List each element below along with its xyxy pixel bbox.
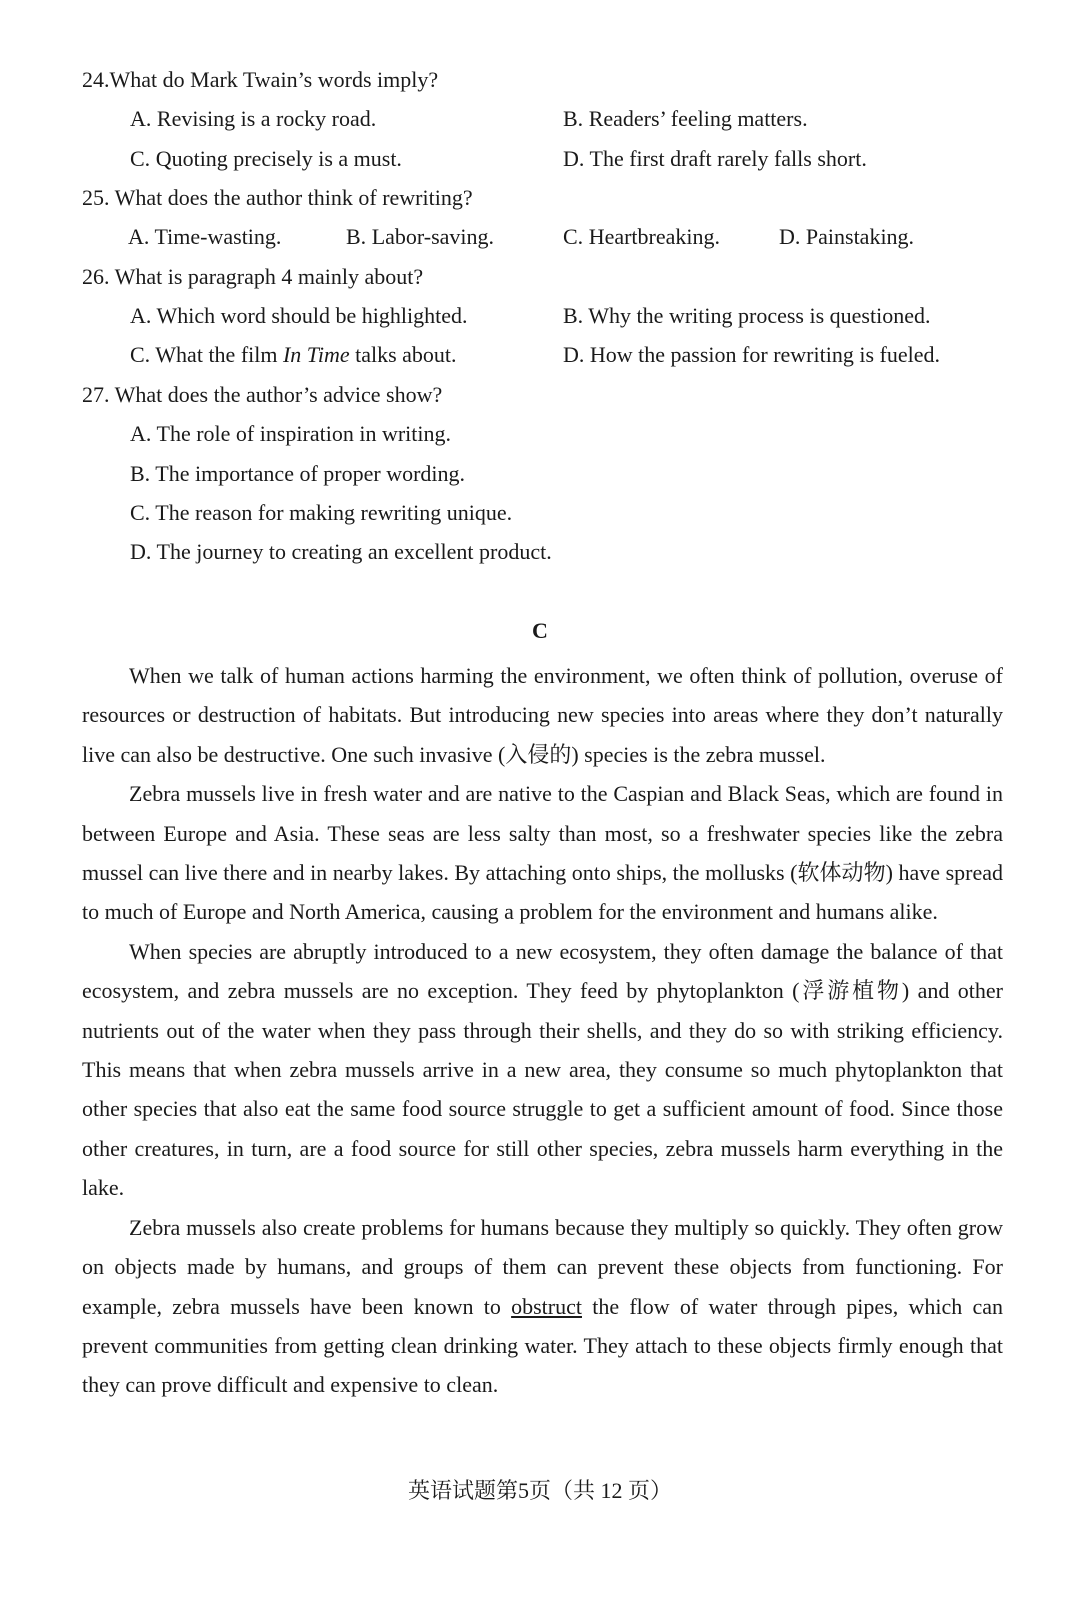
question-27-option-b: [130, 460, 465, 488]
question-27-stem: [82, 381, 442, 409]
question-27-option-a: [130, 420, 451, 448]
option-letter: C.: [130, 342, 151, 367]
question-number: 24.: [82, 67, 110, 92]
option-text: What the film: [155, 342, 283, 367]
passage-paragraph-2: Zebra mussels live in fresh water and are native to the Caspian and Black Seas, which are found in between Europe and Asia. These seas are less salty than most, so a freshwater species like the zebra mussel can live there and in nearby lakes. By attaching onto ships, the mollusks (软体动物) have spread to much of Europe and North America, causing a problem for the environment and humans alike.: [82, 781, 1003, 925]
option-letter: A.: [128, 224, 150, 249]
question-text: What does the author think of rewriting?: [114, 185, 473, 210]
page-footer: 英语试题第5页（共 12 页）: [407, 1478, 672, 1503]
question-25-option-c: [563, 223, 720, 251]
passage-paragraph-1: When we talk of human actions harming the environment, we often think of pollution, overuse of resources or destruction of habitats. But introducing new species into areas where they don’t naturally live can also be destructive. One such invasive (入侵的) species is the zebra mussel.: [82, 663, 1003, 767]
option-letter: B.: [130, 461, 151, 486]
question-25-option-a: [128, 223, 281, 251]
option-text: Heartbreaking.: [588, 224, 721, 249]
option-text: Which word should be highlighted.: [156, 303, 468, 328]
option-text: Labor-saving.: [371, 224, 495, 249]
option-text: Painstaking.: [805, 224, 915, 249]
underlined-word: obstruct: [511, 1293, 582, 1319]
question-text: What do Mark Twain’s words imply?: [109, 67, 439, 92]
film-title: In Time: [282, 342, 350, 367]
option-letter: B.: [563, 303, 584, 328]
option-text: Revising is a rocky road.: [156, 106, 377, 131]
option-text: The importance of proper wording.: [155, 461, 466, 486]
option-letter: D.: [563, 342, 585, 367]
option-letter: C.: [130, 500, 151, 525]
option-letter: D.: [130, 539, 152, 564]
option-text: talks about.: [349, 342, 457, 367]
option-letter: B.: [346, 224, 367, 249]
paragraph-text: the flow of water through pipes, which can prevent communities from getting clean drinking water. They attach to these objects firmly enough that they can prove difficult and expensive to clean.: [82, 1293, 1003, 1398]
option-letter: C.: [130, 146, 151, 171]
option-letter: A.: [130, 106, 152, 131]
question-25-option-b: [346, 223, 494, 251]
option-text: The journey to creating an excellent product.: [156, 539, 552, 564]
question-number: 25.: [82, 185, 110, 210]
question-27-option-c: [130, 499, 512, 527]
option-text: The reason for making rewriting unique.: [155, 500, 513, 525]
question-number: 27.: [82, 382, 110, 407]
question-24-option-b: [563, 105, 808, 133]
question-24-option-c: [130, 145, 402, 173]
option-letter: A.: [130, 421, 152, 446]
question-text: What is paragraph 4 mainly about?: [114, 264, 424, 289]
option-letter: D.: [779, 224, 801, 249]
passage-paragraph-3: When species are abruptly introduced to a new ecosystem, they often damage the balance of that ecosystem, and zebra mussels are no exception. They feed by phytoplankton (浮游植物) and other nutrients out of the water when they pass through their shells, and they do so with striking efficiency. This means that when zebra mussels arrive in a new area, they consume so much phytoplankton that other species that also eat the same food source struggle to get a sufficient amount of food. Since those other creatures, in turn, are a food source for still other species, zebra mussels harm everything in the lake.: [82, 938, 1003, 1201]
option-text: Time-wasting.: [154, 224, 282, 249]
option-text: The role of inspiration in writing.: [156, 421, 451, 446]
paragraph-text: Zebra mussels also create problems for humans because they multiply so quickly. They often grow on objects made by humans, and groups of them can prevent these objects from functioning. For example, zebra mussels have been known to: [82, 1214, 1003, 1319]
question-27-option-d: [130, 538, 552, 566]
option-text: Why the writing process is questioned.: [588, 303, 931, 328]
option-letter: A.: [130, 303, 152, 328]
option-letter: D.: [563, 146, 585, 171]
option-text: The first draft rarely falls short.: [589, 146, 867, 171]
question-25-option-d: [779, 223, 914, 251]
question-24-option-a: [130, 105, 376, 133]
question-26-option-d: [563, 341, 940, 369]
question-26-option-a: [130, 302, 468, 330]
question-number: 26.: [82, 264, 110, 289]
passage-paragraph-4: [82, 1208, 1003, 1405]
question-24-option-d: [563, 145, 867, 173]
option-text: Readers’ feeling matters.: [588, 106, 808, 131]
option-letter: B.: [563, 106, 584, 131]
section-title: C: [532, 618, 548, 643]
reading-passage: [82, 656, 1003, 1405]
question-26-option-b: [563, 302, 930, 330]
option-text: Quoting precisely is a must.: [155, 146, 402, 171]
option-letter: C.: [563, 224, 584, 249]
question-25-stem: [82, 184, 473, 212]
question-26-stem: [82, 263, 423, 291]
question-text: What does the author’s advice show?: [114, 382, 443, 407]
question-26-option-c: [130, 341, 457, 369]
option-text: How the passion for rewriting is fueled.: [589, 342, 940, 367]
question-24-stem: [82, 66, 438, 94]
